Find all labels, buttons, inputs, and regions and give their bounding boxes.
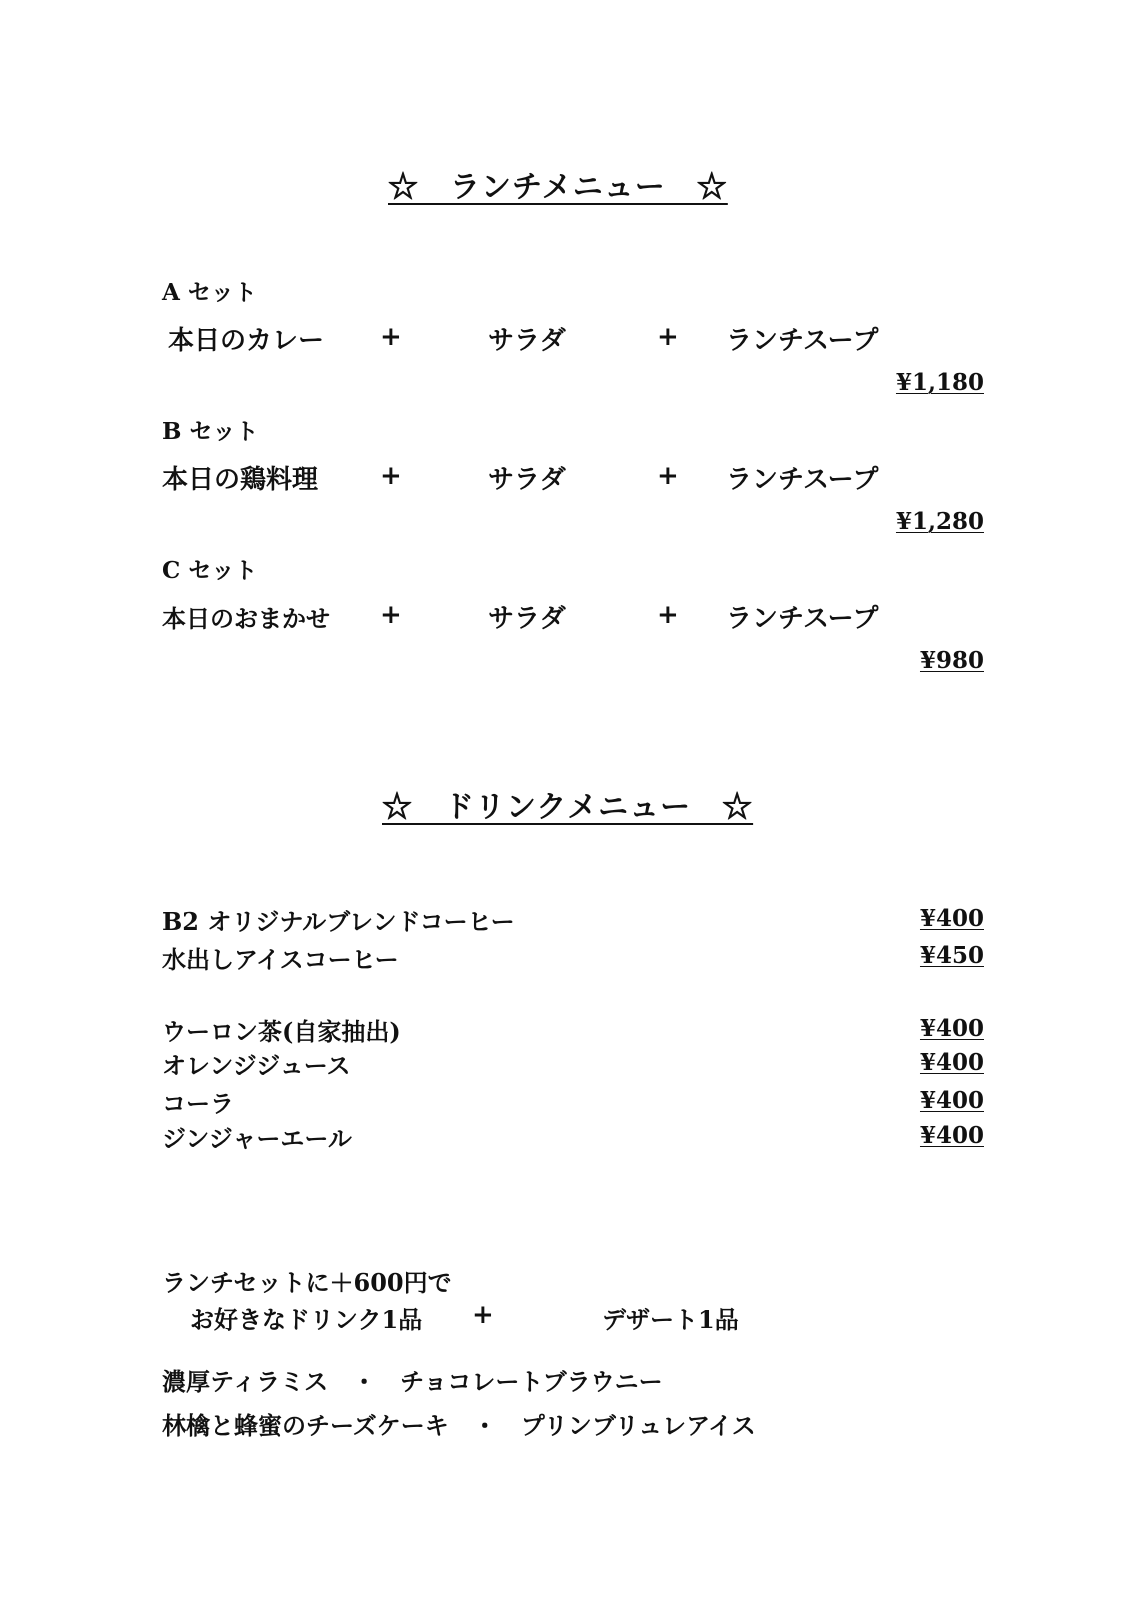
drink-menu-title: ☆ ドリンクメニュー ☆: [382, 790, 754, 825]
set-b-plus-1: +: [380, 461, 402, 491]
set-c-plus-1: +: [380, 600, 402, 630]
drink-item-price: ¥400: [919, 1049, 984, 1076]
set-a-label: A セット: [162, 279, 257, 306]
drink-item-price: ¥450: [919, 942, 984, 969]
set-c-price: ¥980: [919, 647, 984, 674]
set-b-label: B セット: [162, 418, 259, 445]
drink-item-price: ¥400: [919, 1087, 984, 1114]
drink-item-name: コーラ: [162, 1089, 234, 1118]
dessert-options-line-2: 林檎と蜂蜜のチーズケーキ ・ プリンブリュレアイス: [162, 1411, 756, 1440]
set-b-price: ¥1,280: [895, 508, 984, 535]
drink-item-price: ¥400: [919, 1015, 984, 1042]
set-c-soup: ランチスープ: [726, 604, 879, 634]
set-a-soup: ランチスープ: [726, 326, 879, 356]
set-b-soup: ランチスープ: [726, 465, 879, 495]
dessert-drink-choice: お好きなドリンク1品: [190, 1305, 423, 1334]
dessert-options-line-1: 濃厚ティラミス ・ チョコレートブラウニー: [162, 1367, 663, 1396]
set-a-plus-2: +: [657, 322, 679, 352]
set-a-side: サラダ: [488, 326, 566, 356]
drink-item-price: ¥400: [919, 905, 984, 932]
drink-item-name: ウーロン茶(自家抽出): [162, 1017, 401, 1046]
set-a-main: 本日のカレー: [168, 326, 325, 356]
dessert-plus: +: [472, 1300, 494, 1330]
drink-item-name: オレンジジュース: [162, 1051, 351, 1080]
set-b-main: 本日の鶏料理: [162, 465, 319, 495]
set-c-side: サラダ: [488, 604, 566, 634]
dessert-intro: ランチセットに＋600円で: [162, 1268, 452, 1297]
set-b-side: サラダ: [488, 465, 566, 495]
lunch-menu-title: ☆ ランチメニュー ☆: [388, 170, 728, 205]
set-b-plus-2: +: [657, 461, 679, 491]
drink-item-name: ジンジャーエール: [162, 1124, 352, 1153]
dessert-choice: デザート1品: [602, 1305, 739, 1334]
set-a-price: ¥1,180: [895, 369, 984, 396]
set-a-plus-1: +: [380, 322, 402, 352]
drink-item-name: B2 オリジナルブレンドコーヒー: [162, 907, 515, 936]
drink-item-price: ¥400: [919, 1122, 984, 1149]
drink-item-name: 水出しアイスコーヒー: [162, 945, 399, 974]
set-c-plus-2: +: [657, 600, 679, 630]
set-c-label: C セット: [162, 557, 258, 584]
set-c-main: 本日のおまかせ: [162, 604, 330, 633]
